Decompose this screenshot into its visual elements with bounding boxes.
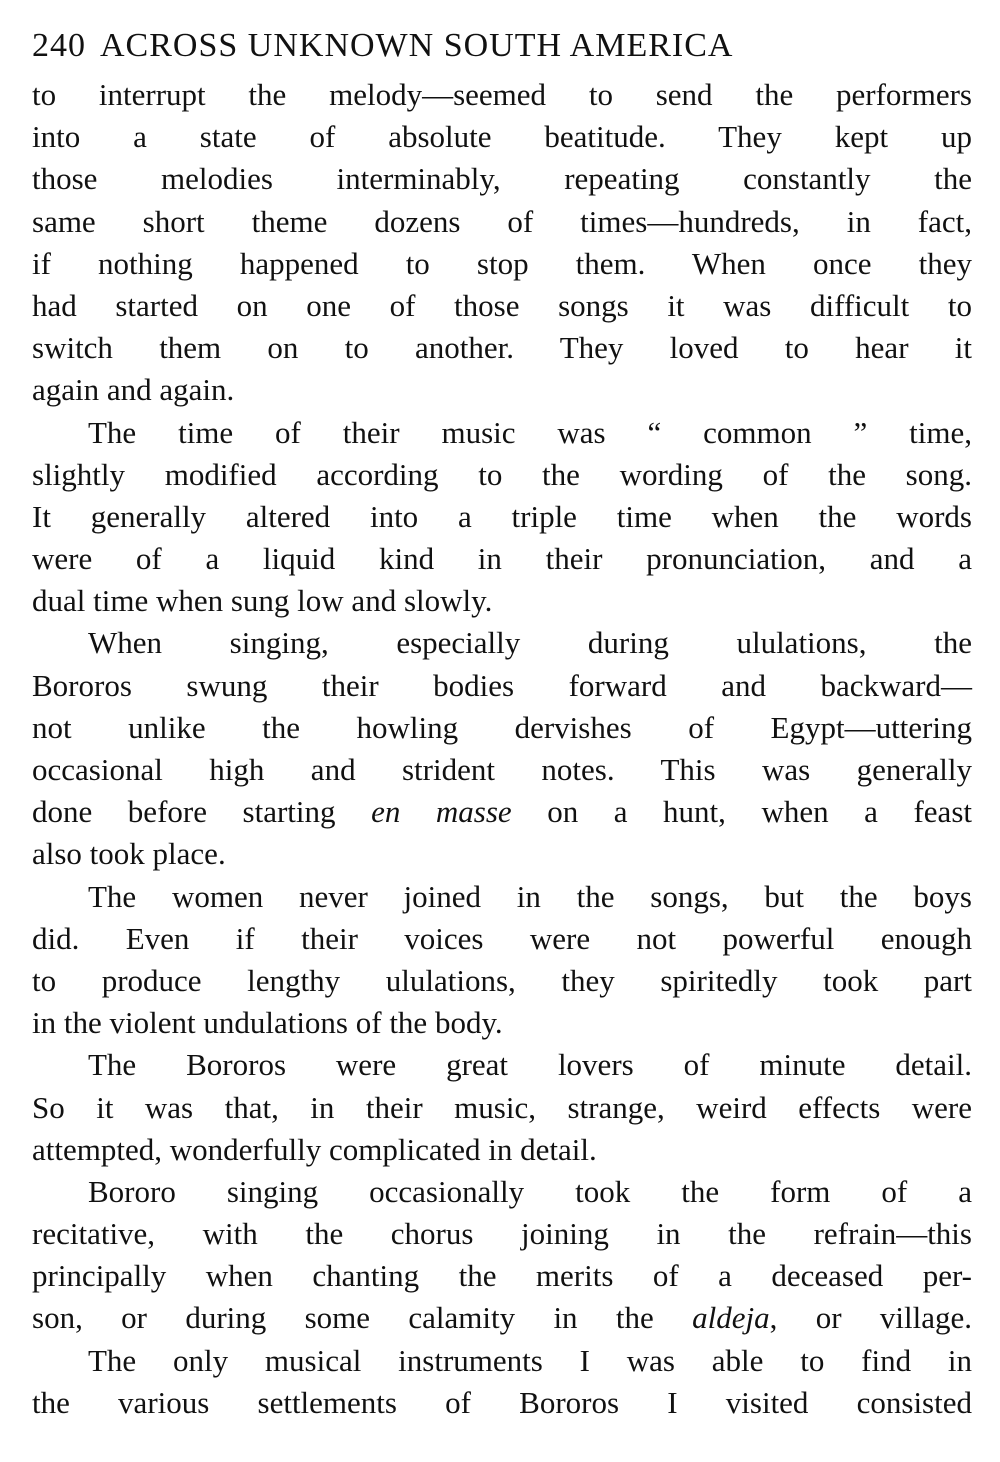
italic-word: aldeja: [692, 1300, 770, 1336]
text-segment: on a hunt, when a feast: [511, 794, 972, 830]
text-line: The women never joined in the songs, but the boys: [88, 878, 972, 914]
text-line: It generally altered into a triple time when the words: [32, 498, 972, 534]
text-line: to produce lengthy ululations, they spiritedly took part: [32, 962, 972, 998]
text-line: same short theme dozens of times—hundreds, in fact,: [32, 203, 972, 239]
text-line: the various settlements of Bororos I visited consisted: [32, 1384, 972, 1420]
text-line: had started on one of those songs it was difficult to: [32, 287, 972, 323]
text-line: switch them on to another. They loved to hear it: [32, 330, 972, 366]
paragraph-4: [32, 876, 972, 1045]
text-line: to interrupt the melody—seemed to send the performers: [32, 77, 972, 112]
text-segment: , or village.: [769, 1300, 972, 1336]
text-line: The Bororos were great lovers of minute detail.: [88, 1047, 972, 1083]
text-line: When singing, especially during ululations, the: [88, 625, 972, 661]
text-line: into a state of absolute beatitude. They kept up: [32, 119, 972, 155]
text-line: again and again.: [32, 372, 235, 408]
body-text: [32, 74, 972, 1424]
text-line: attempted, wonderfully complicated in detail.: [32, 1131, 597, 1167]
text-line: [32, 791, 972, 833]
text-line: not unlike the howling dervishes of Egypt—uttering: [32, 709, 972, 745]
text-line: The only musical instruments I was able to find in: [88, 1342, 972, 1378]
text-line: [32, 1297, 972, 1339]
italic-phrase: en masse: [371, 794, 512, 830]
running-head: [32, 26, 972, 74]
text-line: were of a liquid kind in their pronunciation, and a: [32, 541, 972, 577]
paragraph-1: [32, 74, 972, 412]
text-line: The time of their music was “ common ” time,: [88, 414, 972, 450]
text-line: Bororo singing occasionally took the form of a: [88, 1173, 972, 1209]
paragraph-6: [32, 1171, 972, 1340]
paragraph-3: [32, 622, 972, 875]
text-line: slightly modified according to the wording of the song.: [32, 456, 972, 492]
text-line: dual time when sung low and slowly.: [32, 583, 493, 619]
text-line: principally when chanting the merits of a deceased per-: [32, 1258, 972, 1294]
text-line: if nothing happened to stop them. When once they: [32, 245, 972, 281]
text-line: also took place.: [32, 836, 226, 872]
text-segment: done before starting: [32, 794, 372, 830]
page-number: 240: [32, 27, 86, 64]
paragraph-5: [32, 1044, 972, 1171]
text-segment: son, or during some calamity in the: [32, 1300, 693, 1336]
text-line: recitative, with the chorus joining in the refrain—this: [32, 1216, 972, 1252]
text-line: So it was that, in their music, strange, weird effects were: [32, 1089, 972, 1125]
text-line: those melodies interminably, repeating constantly the: [32, 161, 972, 197]
text-line: in the violent undulations of the body.: [32, 1005, 503, 1041]
running-title: ACROSS UNKNOWN SOUTH AMERICA: [100, 27, 734, 64]
paragraph-7: [32, 1340, 972, 1424]
text-line: Bororos swung their bodies forward and backward—: [32, 667, 972, 703]
text-line: did. Even if their voices were not powerful enough: [32, 920, 972, 956]
paragraph-2: [32, 412, 972, 623]
book-page: [32, 26, 972, 1424]
text-line: occasional high and strident notes. This was generally: [32, 752, 972, 787]
